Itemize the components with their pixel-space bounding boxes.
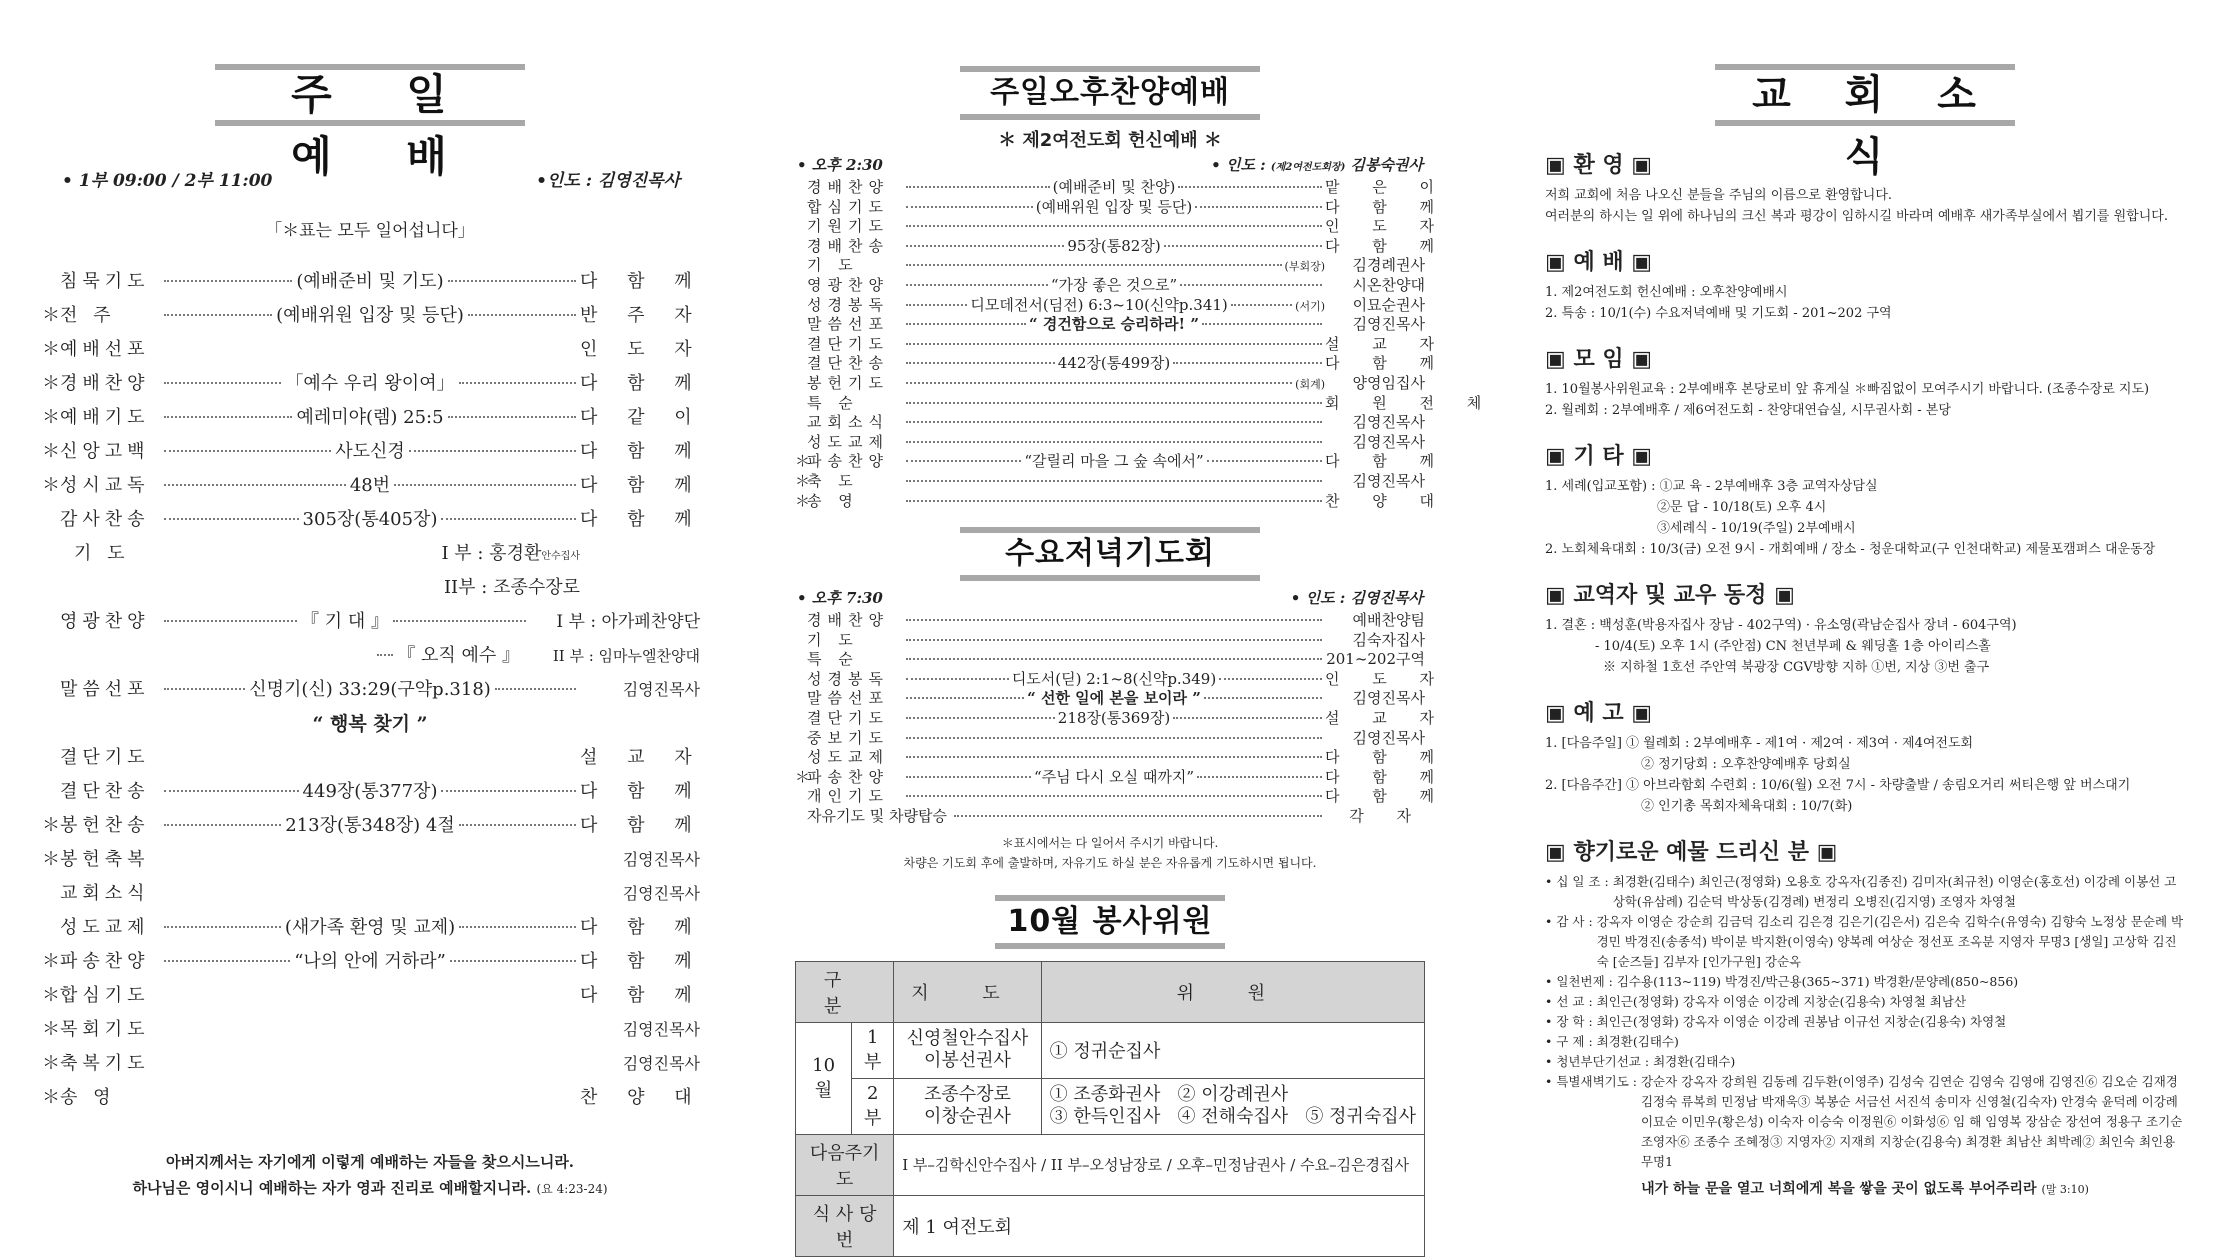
order-item-detail: 95장(통82장) (1067, 236, 1161, 255)
order-item-person: 다 함 께 (1325, 236, 1449, 255)
order-item-name: 결단찬송 (807, 354, 889, 373)
prayer-2: II부 : 조종수장로 (443, 577, 580, 598)
word-passage: 신명기(신) 33:29(구약p.318) (249, 679, 491, 700)
order-item (795, 727, 1425, 747)
gift-row (1545, 1032, 2185, 1052)
order-item-person: 다 함 께 (1325, 748, 1449, 767)
order-asterisk: ＊ (795, 767, 811, 786)
gift-category: • 선 교 : (1545, 994, 1593, 1009)
order-item-name: 침묵기도 (60, 271, 150, 292)
standing-note: 「＊표는 모두 일어섭니다」 (265, 221, 475, 241)
order-item-detail: 449장(통377장) (302, 781, 438, 802)
order-item (40, 811, 704, 845)
order-item-detail: 디도서(딛) 2:1~8(신약p.349) (1011, 669, 1217, 688)
order-item-detail: 디모데전서(딤전) 6:3~10(신약p.341) (970, 295, 1228, 314)
glory-song-2: 『 오직 예수 』 (397, 645, 520, 666)
order-item (40, 981, 704, 1015)
order-item-name: 봉헌찬송 (60, 815, 150, 836)
wednesday-order-list (795, 609, 1449, 826)
gift-row (1545, 1012, 2185, 1032)
order-asterisk: ＊ (795, 452, 811, 471)
order-item-person: 김영진목사 (1352, 728, 1425, 747)
order-item (795, 274, 1425, 294)
gift-row (1545, 992, 2185, 1012)
order-item-name: 봉헌기도 (807, 373, 889, 392)
order-item-person: 인 도 자 (1325, 217, 1449, 236)
order-item-name: 전 주 (60, 305, 116, 326)
order-item-person: 인 도 자 (1325, 669, 1449, 688)
gift-title: ▣ 향기로운 예물 드리신 분 ▣ (1545, 840, 1838, 865)
order-asterisk: ＊ (42, 339, 60, 360)
order-item-name: 말씀선포 (807, 689, 889, 708)
order-item-person: 다 함 께 (1325, 767, 1449, 786)
part2-guide: 조종수장로 이창순권사 (894, 1078, 1041, 1134)
order-item-detail: “갈릴리 마을 그 숲 속에서” (1024, 452, 1204, 471)
etc-title: ▣ 기 타 ▣ (1545, 444, 1653, 469)
order-item-name: 성경봉독 (807, 669, 889, 688)
wednesday-title: 수요저녁기도회 (1005, 536, 1215, 572)
order-item-name: 경배찬양 (807, 611, 889, 630)
order-item-name: 합심기도 (60, 985, 150, 1006)
order-item (795, 352, 1449, 373)
order-item (795, 392, 1496, 412)
order-item-person: 이묘순권사 (1352, 295, 1426, 314)
notice-text: 1. [다음주일] ① 월례회 : 2부예배후 - 제1여 · 제2여 · 제3여 · 제4여전도회 ② 정기당회 : 오후찬양예배후 당회실 2. [다음주간] ① 아브라함회 수련회 : 10/6(월) 오전 7시 - 차량출발 / 송림오거리 써티은행 앞 버스대기 ② 인기총 목회자체육대회 : 10/7(화) (1545, 736, 2131, 814)
sunday-worship-title: 주 일 예 배 (291, 70, 477, 181)
welcome-text: 저희 교회에 처음 나오신 분들을 주님의 이름으로 환영합니다. 여러분의 하시는 일 위에 하나님의 크신 복과 평강이 임하시길 바라며 예배후 새가족부실에서 뵙기를 원합니다. (1545, 188, 2168, 224)
order-item (40, 879, 700, 913)
order-item-person: 201~202구역 (1326, 650, 1425, 669)
gift-category: • 감 사 : (1545, 914, 1593, 929)
order-item-person: 회 원 전 체 (1325, 393, 1496, 412)
order-item-detail: 사도신경 (335, 441, 405, 462)
afternoon-column (795, 0, 1496, 1257)
order-item-name: 기 도 (807, 630, 859, 649)
welcome-title: ▣ 환 영 ▣ (1545, 153, 1653, 178)
order-item-person: 예배찬양팀 (1352, 611, 1425, 630)
order-item-name: 송 영 (807, 491, 859, 510)
order-item (795, 333, 1449, 353)
order-item-role: (부회장) (1284, 260, 1325, 274)
gift-names: 최경환(김태수) (1653, 1054, 1736, 1069)
order-item-person: 각 자 (1349, 807, 1425, 826)
order-item-detail: “주님 다시 오실 때까지” (1033, 767, 1195, 786)
order-item-detail: (예배위원 입장 및 등단) (1035, 197, 1193, 216)
order-item-name: 성경봉독 (807, 295, 889, 314)
order-item (795, 450, 1449, 471)
order-item-detail: (새가족 환영 및 교제) (284, 917, 456, 938)
order-asterisk: ＊ (42, 1053, 60, 1074)
order-item-person: 찬 양 대 (1325, 491, 1449, 510)
gift-names: 최경환(김태수) 최인근(정영화) 오용호 강옥자(김종진) 김미자(최규천) 이영순(홍호선) 이강례 이봉선 고상학(유삼례) 김순덕 박상동(김경례) 변정리 오병진(김지영) 조영자 차영철 (1612, 874, 2177, 909)
afternoon-leader: • 인도 : (제2여전도회장) 김봉숙권사 (1211, 156, 1423, 174)
meeting-title: ▣ 모 임 ▣ (1545, 347, 1653, 372)
sermon-title: “ 행복 찾기 ” (312, 713, 428, 735)
order-item-detail: 442장(통499장) (1057, 354, 1171, 373)
order-asterisk: ＊ (795, 491, 811, 510)
order-item (795, 470, 1425, 490)
order-asterisk: ＊ (42, 407, 60, 428)
order-item-name: 교회소식 (60, 883, 150, 904)
afternoon-subtitle: ＊ 제2여전도회 헌신예배 ＊ (998, 130, 1222, 151)
order-item-person: 다 함 께 (580, 917, 704, 938)
order-asterisk: ＊ (42, 475, 60, 496)
order-item-person: 다 함 께 (580, 441, 704, 462)
order-list-part2 (40, 743, 704, 1117)
wednesday-notes: ＊표시에서는 다 일어서 주시기 바랍니다. 차량은 기도회 후에 출발하며, 자유기도 하실 분은 자유롭게 기도하시면 됩니다. (903, 835, 1317, 870)
order-item (40, 743, 704, 777)
order-item-name: 결단기도 (60, 747, 150, 768)
order-item-word: 말씀선포 신명기(신) 33:29(구약p.318) 김영진목사 (40, 675, 700, 709)
order-item (40, 267, 704, 301)
order-asterisk: ＊ (42, 373, 60, 394)
wednesday-leader: • 인도 : 김영진목사 (1290, 589, 1423, 608)
order-item-name: 특 순 (807, 650, 859, 669)
order-item (795, 609, 1425, 629)
gift-row (1545, 912, 2185, 972)
order-item-person: 김영진목사 (1352, 689, 1425, 708)
worship-title: ▣ 예 배 ▣ (1545, 250, 1653, 275)
order-list-part1 (40, 267, 704, 539)
th-guide: 지 도 (894, 961, 1041, 1022)
afternoon-heading (960, 66, 1260, 120)
order-item-name: 축복기도 (60, 1053, 150, 1074)
gift-category: • 일천번제 : (1545, 974, 1613, 989)
order-item-person: 반 주 자 (580, 305, 704, 326)
gift-category: • 구 제 : (1545, 1034, 1593, 1049)
order-item-person: 다 함 께 (580, 373, 704, 394)
bottom-verse-1: 아버지께서는 자기에게 이렇게 예배하는 자들을 찾으시느니라. 하나님은 영이시니 예배하는 자가 영과 진리로 예배할지니라. (요 4:23-24) (132, 1153, 608, 1197)
order-item-name: 신앙고백 (60, 441, 150, 462)
order-item-name: 예배기도 (60, 407, 150, 428)
order-item-person: 김영진목사 (1352, 471, 1425, 490)
gift-list (1545, 872, 2185, 1172)
order-item (40, 777, 704, 811)
order-item-person: 다 같 이 (580, 407, 704, 428)
order-item-name: 봉헌축복 (60, 849, 150, 870)
order-item-detail: 「예수 우리 왕이여」 (285, 373, 455, 394)
order-item-person: 김숙자집사 (1352, 630, 1425, 649)
order-item (795, 490, 1449, 510)
order-item-person: 김영진목사 (622, 850, 700, 869)
order-item-person: 다 함 께 (580, 781, 704, 802)
order-item-name: 파송찬양 (807, 452, 889, 471)
order-item-person: 맡 은 이 (1325, 178, 1449, 196)
order-item-name: 성도교제 (807, 748, 889, 767)
gift-names: 최인근(정영화) 강옥자 이영순 이강례 지창순(김용숙) 차영철 최남산 (1596, 994, 1967, 1009)
order-item-person: 김영진목사 (622, 1054, 700, 1073)
order-item (40, 1015, 700, 1049)
order-item (40, 403, 704, 437)
meal-duty-value: 제 1 여전도회 (894, 1195, 1425, 1256)
order-item (795, 254, 1425, 274)
gift-row (1545, 872, 2185, 912)
order-item-person: 김영진목사 (1352, 315, 1426, 334)
glory-choir-2: II 부 : 임마누엘찬양대 (552, 647, 700, 665)
gift-row (1545, 1052, 2185, 1072)
order-item-name: 자유기도 및 차량탑승 (807, 807, 947, 826)
order-item-detail: 213장(통348장) 4절 (285, 815, 455, 836)
gift-names: 강옥자 이영순 강순희 김금덕 김소리 김은경 김은기(김은서) 김은숙 김학수(유영숙) 김향숙 노정상 문순례 박경민 박경진(송종석) 박이분 박지환(이영숙) 양복례 여상순 정선포 조옥분 지영자 무명3 [생일] 고상학 김진숙 [순즈들] 김부자 [인가구원] 강순옥 (1596, 914, 2184, 969)
order-item (795, 313, 1425, 333)
order-item-name: 성시교독 (60, 475, 150, 496)
service-leader: •인도 : 김영진목사 (536, 171, 680, 191)
order-item-name: 파송찬양 (807, 767, 889, 786)
gift-category: • 특별새벽기도 : (1545, 1074, 1637, 1089)
glory-song-1: 『 기 대 』 (301, 611, 389, 632)
order-item-detail: (예배위원 입장 및 등단) (276, 305, 464, 326)
order-item-person: 김영진목사 (622, 884, 700, 903)
order-item-name: 결단찬송 (60, 781, 150, 802)
order-item-detail: 예레미야(렘) 25:5 (296, 407, 444, 428)
order-item (795, 766, 1449, 786)
gift-row (1545, 972, 2185, 992)
wednesday-heading (960, 527, 1260, 581)
order-item-detail: “나의 안에 거하라” (294, 951, 446, 972)
order-item-name: 말씀선포 (807, 315, 889, 334)
order-item-person: 김영진목사 (1352, 432, 1425, 451)
order-item-name: 송 영 (60, 1087, 116, 1108)
service-time: • 1부 09:00 / 2부 11:00 (62, 171, 273, 191)
order-item-prayer-2 (40, 573, 700, 607)
part1-cell: 1부 (852, 1022, 894, 1078)
order-item-person: 김영진목사 (622, 1020, 700, 1039)
order-item-detail: “ 경건함으로 승리하라! ” (1029, 315, 1199, 334)
order-item-person: 다 함 께 (580, 509, 704, 530)
order-asterisk: ＊ (42, 985, 60, 1006)
order-item-person: 김경례권사 (1352, 256, 1425, 275)
order-item-person: 다 함 께 (580, 815, 704, 836)
order-item-name: 중보기도 (807, 728, 889, 747)
order-item (795, 431, 1425, 451)
service-committee-title: 10월 봉사위원 (1007, 903, 1213, 939)
order-item (795, 176, 1449, 196)
order-item-name: 감사찬송 (60, 509, 150, 530)
order-item-name: 경배찬송 (807, 236, 889, 255)
gift-row (1545, 1072, 2185, 1172)
part2-members: ① 조종화권사 ② 이강례권사 ③ 한득인집사 ④ 전해숙집사 ⑤ 정귀숙집사 (1041, 1078, 1424, 1134)
order-item-name: 특 순 (807, 393, 859, 412)
service-committee-heading (995, 895, 1225, 949)
order-item-name: 예배선포 (60, 339, 150, 360)
notice-title: ▣ 예 고 ▣ (1545, 701, 1653, 726)
order-item (40, 1049, 700, 1083)
gift-names: 최인근(정영화) 강옥자 이영순 이강례 권봉남 이규선 지창순(김용숙) 차영철 (1596, 1014, 2007, 1029)
order-item (40, 505, 704, 539)
order-asterisk: ＊ (42, 441, 60, 462)
church-news-heading (1715, 64, 2015, 180)
order-asterisk: ＊ (42, 1087, 60, 1108)
gift-category: • 청년부단기선교 : (1545, 1054, 1650, 1069)
order-item-name: 파송찬양 (60, 951, 150, 972)
order-item-name: 기 도 (807, 256, 859, 275)
order-item-person: 김영진목사 (1352, 413, 1425, 432)
order-item-name: 개인기도 (807, 787, 889, 806)
staff-text: 1. 결혼 : 백성훈(박용자집사 장남 - 402구역) · 유소영(곽남순집사 장녀 - 604구역) - 10/4(토) 오후 1시 (주안점) CN 천년부페 & 웨딩홀 1층 아이리스홀 ※ 지하철 1호선 주안역 북광장 CGV방향 지하 ①번, 지상 ③번 출구 (1545, 618, 2017, 675)
order-item-person: 다 함 께 (1325, 452, 1449, 471)
th-category: 구 분 (796, 961, 894, 1022)
meeting-text: 1. 10월봉사위원교육 : 2부예배후 본당로비 앞 휴게실 ＊빠짐없이 모여주시기 바랍니다. (조종수장로 지도) 2. 월례회 : 2부예배후 / 제6여전도회 - 찬양대연습실, 시무권사회 - 본당 (1545, 382, 2150, 418)
gift-category: • 십 일 조 : (1545, 874, 1609, 889)
order-item-name: 목회기도 (60, 1019, 150, 1040)
order-item (795, 372, 1425, 392)
bottom-verse-3: 내가 하늘 문을 열고 너희에게 복을 쌓을 곳이 없도록 부어주리라 (말 3:10) (1641, 1181, 2089, 1197)
order-item (795, 687, 1425, 707)
order-item-detail: (예배준비 및 찬양) (1052, 178, 1176, 196)
order-item-detail: “ 선한 일에 본을 보이라 ” (1027, 689, 1201, 708)
part1-guide: 신영철안수집사 이봉선권사 (894, 1022, 1041, 1078)
order-item-person: 다 함 께 (1325, 787, 1449, 806)
word-preacher: 김영진목사 (622, 680, 700, 699)
order-item-detail: “가장 좋은 것으로” (1050, 275, 1178, 294)
staff-title: ▣ 교역자 및 교우 동정 ▣ (1545, 583, 1795, 608)
order-item-detail: 218장(통369장) (1057, 709, 1171, 728)
gift-category: • 장 학 : (1545, 1014, 1593, 1029)
etc-text: 1. 세례(입교포함) : ①교 육 - 2부예배후 3층 교역자상담실 ②문 답 - 10/18(토) 오후 4시 ③세례식 - 10/19(주일) 2부예배시 2. 노회체육대회 : 10/3(금) 오전 9시 - 개회예배 / 장소 - 청운대학교(구 인천대학교) 제물포캠퍼스 대운동장 (1545, 479, 2156, 557)
afternoon-time: • 오후 2:30 (797, 156, 883, 174)
sunday-worship-column (40, 0, 704, 1202)
order-asterisk: ＊ (42, 305, 60, 326)
order-item (40, 947, 704, 981)
order-item (795, 648, 1425, 668)
order-item-person: 설 교 자 (1325, 709, 1449, 728)
next-prayer-label: 다음주기도 (796, 1134, 894, 1195)
gift-names: 최경환(김태수) (1596, 1034, 1679, 1049)
order-item (795, 411, 1425, 431)
order-item-glory-2 (40, 641, 700, 675)
order-item (40, 913, 704, 947)
order-item-person: 다 함 께 (1325, 197, 1449, 216)
part2-cell: 2부 (852, 1078, 894, 1134)
order-asterisk: ＊ (42, 815, 60, 836)
order-item-role: (서기) (1295, 299, 1326, 313)
worship-text: 1. 제2여전도회 헌신예배 : 오후찬양예배시 2. 특송 : 10/1(수) 수요저녁예배 및 기도회 - 201~202 구역 (1545, 285, 1892, 321)
th-member: 위 원 (1041, 961, 1424, 1022)
order-item (795, 668, 1449, 688)
order-item-person: 다 함 께 (580, 271, 704, 292)
afternoon-title: 주일오후찬양예배 (990, 75, 1230, 110)
order-item-person: 설 교 자 (580, 747, 704, 768)
order-item-name: 영광찬양 (807, 275, 889, 294)
afternoon-order-list (795, 176, 1496, 510)
order-item-role: (회계) (1295, 377, 1325, 391)
order-item-person: 다 함 께 (580, 951, 704, 972)
wednesday-time: • 오후 7:30 (797, 589, 883, 608)
order-item-detail: (예배준비 및 기도) (296, 271, 444, 292)
order-list-prayer (40, 539, 700, 743)
order-item-glory: 영광찬양 『 기 대 』 I 부 : 아가페찬양단 (40, 607, 700, 641)
order-item-name: 결단기도 (807, 709, 889, 728)
order-item-person: 인 도 자 (580, 339, 704, 360)
order-item (40, 437, 704, 471)
order-item (40, 335, 704, 369)
order-item-name: 축 도 (807, 471, 859, 490)
order-asterisk: ＊ (42, 1019, 60, 1040)
order-item (40, 301, 704, 335)
order-item (795, 707, 1449, 728)
order-item-person: 다 함 께 (1325, 354, 1449, 373)
service-committee-table (795, 961, 1425, 1257)
order-item-person: 찬 양 대 (580, 1087, 704, 1108)
order-item-prayer: 기 도 I 부 : 홍경환안수집사 (40, 539, 700, 573)
order-item-detail: 305장(통405장) (302, 509, 438, 530)
sunday-worship-heading (215, 64, 525, 181)
order-item-name: 성도교제 (807, 432, 889, 451)
order-item-person: 다 함 께 (580, 985, 704, 1006)
order-item (795, 805, 1425, 825)
service-meta (40, 166, 700, 196)
order-item-person: 설 교 자 (1325, 334, 1449, 353)
glory-choir-1: I 부 : 아가페찬양단 (556, 612, 700, 632)
order-item-person: 시온찬양대 (1352, 275, 1425, 294)
order-asterisk: ＊ (42, 849, 60, 870)
order-item-detail: 48번 (349, 475, 391, 496)
wednesday-meta (795, 587, 1425, 609)
church-news-column (1545, 0, 2185, 1197)
order-item (40, 1083, 704, 1117)
gift-names: 강순자 강옥자 강희원 김동례 김두환(이영주) 김성숙 김연순 김영숙 김영애 김영진⑥ 김오순 김재경 김정숙 류복희 민정남 박재욱③ 복봉순 서금선 서진석 송미자 신영철(김숙자) 안경숙 윤덕례 이강례 이묘순 이민우(황은성) 이숙자 이승숙 이정원⑥ 이화성⑥ 임 해 임영복 장삼순 장선여 정용구 조기순 조영자⑥ 조종수 조혜정③ 지영자② 지재희 지창순(김용숙) 최경환 최남산 최박례② 최인숙 최인용 무명1 (1640, 1074, 2183, 1169)
order-item (795, 215, 1449, 236)
order-item (795, 746, 1449, 767)
order-item-name: 성도교제 (60, 917, 150, 938)
next-prayer-value: I 부–김학신안수집사 / II 부–오성남장로 / 오후–민정남권사 / 수요–김은경집사 (894, 1134, 1425, 1195)
order-item-name: 기원기도 (807, 217, 889, 236)
church-news-title: 교 회 소 식 (1752, 72, 1996, 180)
order-item-name: 경배찬양 (807, 178, 889, 196)
part1-member: ① 정귀순집사 (1041, 1022, 1424, 1078)
order-item (795, 235, 1449, 255)
afternoon-meta (795, 154, 1425, 176)
order-item (795, 629, 1425, 649)
order-item-person: 다 함 께 (580, 475, 704, 496)
order-item (795, 785, 1449, 806)
order-item-name: 합심기도 (807, 197, 889, 216)
order-item-name: 교회소식 (807, 413, 889, 432)
order-item-name: 결단기도 (807, 334, 889, 353)
month-cell: 10월 (796, 1022, 852, 1134)
order-item (40, 369, 704, 403)
meal-duty-label: 식 사 당 번 (796, 1195, 894, 1256)
order-asterisk: ＊ (42, 951, 60, 972)
order-item (795, 294, 1425, 314)
prayer-1: I 부 : 홍경환안수집사 (441, 543, 580, 564)
order-item (40, 471, 704, 505)
order-asterisk: ＊ (795, 471, 811, 490)
order-item-person: 양영임집사 (1352, 373, 1425, 392)
order-item-name: 경배찬양 (60, 373, 150, 394)
order-item (795, 196, 1449, 216)
order-item (40, 845, 700, 879)
gift-names: 김수용(113~119) 박경진/박근용(365~371) 박경환/문양례(850~856) (1616, 974, 2019, 989)
